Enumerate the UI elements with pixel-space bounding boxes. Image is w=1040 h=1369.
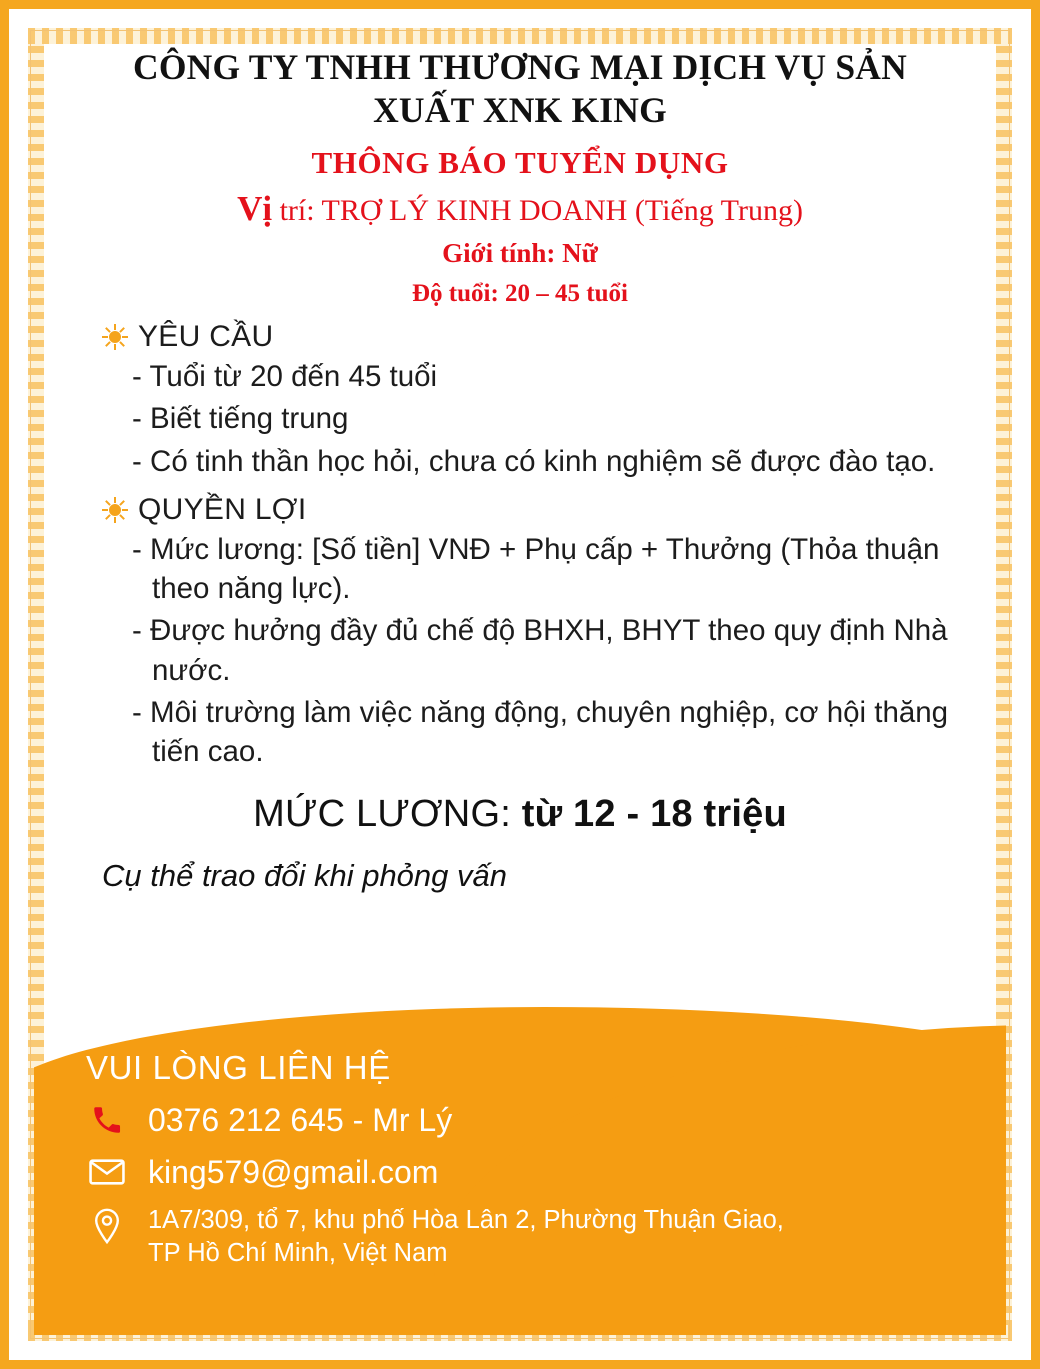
email-row[interactable] (86, 1153, 986, 1191)
phone-number: 0376 212 645 - Mr Lý (148, 1101, 453, 1138)
email-icon (86, 1153, 128, 1191)
sun-icon (102, 324, 128, 350)
benefits-heading: QUYỀN LỢI (138, 492, 307, 526)
company-name-line-2: XUẤT XNK KING (373, 89, 667, 130)
benefits-heading-row (62, 493, 978, 527)
address-text (148, 1204, 784, 1269)
announcement-title: THÔNG BÁO TUYỂN DỤNG (311, 145, 729, 181)
gender-line: Giới tính: Nữ (442, 238, 598, 269)
location-pin-icon (86, 1204, 128, 1244)
requirements-heading: YÊU CẦU (138, 320, 274, 354)
phone-icon (86, 1101, 128, 1139)
requirements-heading-row (62, 320, 978, 354)
salary-label: MỨC LƯƠNG: (253, 793, 522, 836)
benefits-section (62, 493, 978, 771)
address-line-1: 1A7/309, tổ 7, khu phố Hòa Lân 2, Phường Thuận Giao, (148, 1206, 784, 1234)
age-line: Độ tuổi: 20 – 45 tuổi (412, 280, 628, 308)
sun-icon (102, 497, 128, 523)
company-name-line-1: CÔNG TY TNHH THƯƠNG MẠI DỊCH VỤ SẢN (133, 47, 907, 87)
list-item: - Môi trường làm việc năng động, chuyên nghiệp, cơ hội thăng tiến cao. (132, 695, 949, 769)
salary-value: từ 12 - 18 triệu (521, 793, 787, 836)
salary-highlight (62, 793, 978, 836)
poster-content (34, 34, 1006, 1335)
contact-content (86, 1049, 986, 1269)
list-item: - Tuổi từ 20 đến 45 tuổi (132, 360, 438, 394)
address-row (86, 1204, 986, 1269)
phone-row[interactable] (86, 1101, 986, 1139)
list-item: - Mức lương: [Số tiền] VNĐ + Phụ cấp + Thưởng (Thỏa thuận theo năng lực). (132, 532, 940, 606)
list-item: - Có tinh thần học hỏi, chưa có kinh nghiệm sẽ được đào tạo. (132, 444, 936, 478)
position-label: Vị (237, 189, 273, 229)
position-text: trí: TRỢ LÝ KINH DOANH (Tiếng Trung) (272, 194, 803, 228)
address-line-2: TP Hồ Chí Minh, Việt Nam (148, 1238, 448, 1267)
email-address: king579@gmail.com (148, 1153, 439, 1190)
requirements-section (62, 320, 978, 481)
salary-note: Cụ thể trao đổi khi phỏng vấn (102, 858, 507, 894)
list-item: - Biết tiếng trung (132, 402, 349, 436)
list-item: - Được hưởng đầy đủ chế độ BHXH, BHYT theo quy định Nhà nước. (132, 614, 948, 687)
position-line (62, 189, 978, 229)
company-name (62, 46, 978, 131)
contact-block (34, 1007, 1006, 1335)
requirements-list (62, 357, 978, 481)
contact-heading: VUI LÒNG LIÊN HỆ (86, 1049, 391, 1086)
benefits-list (62, 530, 978, 771)
